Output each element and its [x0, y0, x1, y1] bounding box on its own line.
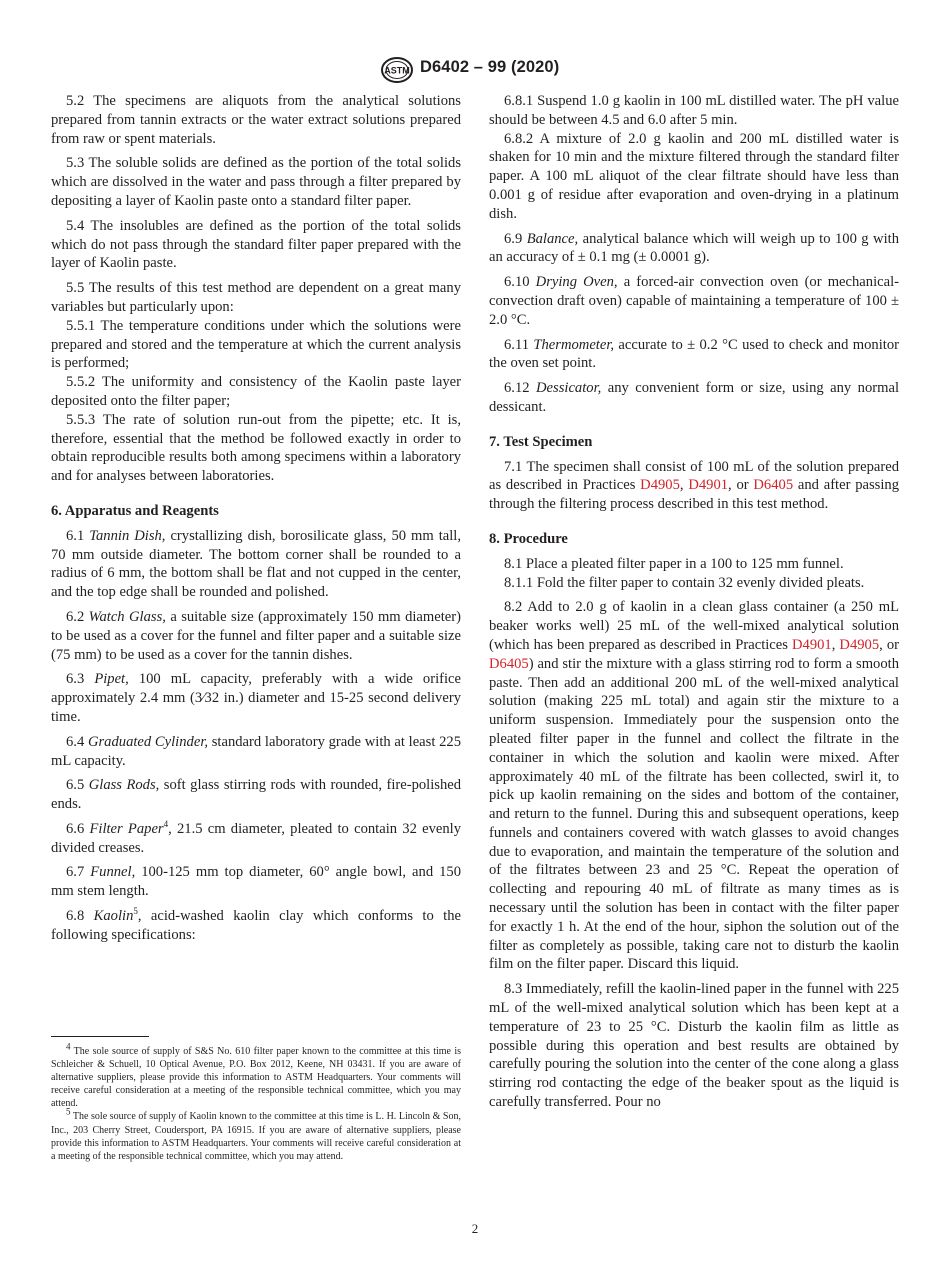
para-6-3: 6.3 Pipet, 100 mL capacity, preferably with a wide orifice approximately 2.4 mm (3⁄32 in.) diameter and 15-25 second delivery time.: [51, 671, 462, 725]
para-6-5: 6.5 Glass Rods, soft glass stirring rods with rounded, fire-polished ends.: [51, 777, 462, 813]
para-5-5: 5.5 The results of this test method are dependent on a great many variables but particularly upon:: [51, 280, 461, 315]
link-d4905[interactable]: D4905: [839, 636, 880, 653]
page-number: 2: [471, 1221, 479, 1236]
para-8-2: 8.2 Add to 2.0 g of kaolin in a clean glass container (a 250 mL beaker works well) 25 mL of the well-mixed analytical solution (which has been prepared as described in Practices D4901, D4905, or D6405) and stir the mixture with a glass stirring rod to form a smooth paste. Then add an additional 200 mL of the well-mixed analytical solution (making 225 mL total) and again stir the mixture to a uniform suspension. Immediately pour the suspension onto the pleated filter paper in the funnel and collect the filtrate in the container in which the solution and kaolin were mixed. After approximately 40 mL of the filtrate has been collected, swirl it, to pick up kaolin remaining on the sides and bottom of the container, and return to the funnel. During this and subsequent operations, keep funnels and containers covered with watch glasses to avoid changes due to evaporation, and maintain the temperature of the solution and of the filtrates between 23 and 25 °C. Repeat the operation of collecting and repouring 40 mL of filtrate as many times as is necessary until the solution has been in contact with the filter paper for exactly 1 h. At the end of the hour, siphon the solution out of the filter as completely as possible, taking care not to disturb the kaolin film on the filter paper. Discard this liquid.: [489, 599, 899, 973]
link-d4901[interactable]: D4901: [791, 636, 832, 653]
footnotes: [51, 1041, 461, 1163]
para-8-1: 8.1 Place a pleated filter paper in a 100 to 125 mm funnel.: [504, 555, 844, 572]
footnote-5: $^5$ The sole source of supply of Kaolin known to the committee at this time is L. H. Lincoln & Son, Inc., 203 Cherry Street, Coudersport, PA 16915. If you are aware of alternative suppliers, please provide this information to ASTM Headquarters. Your comments will receive careful consideration at a meeting of the responsible technical committee, which you may attend.: [51, 1107, 461, 1162]
link-d4905[interactable]: D4905: [640, 477, 680, 494]
footnote-ref-4[interactable]: 4: [163, 819, 169, 830]
para-5-4: 5.4 The insolubles are defined as the portion of the total solids which do not pass through the standard filter paper prepared with the layer of Kaolin paste.: [51, 217, 461, 272]
para-6-7: 6.7 Funnel, 100-125 mm top diameter, 60° angle bowl, and 150 mm stem length.: [51, 864, 462, 900]
page-header: [0, 56, 950, 84]
para-8-3: 8.3 Immediately, refill the kaolin-lined paper in the funnel with 225 mL of the well-mixed analytical solution which has been kept at a temperature of 23 to 25 °C. Disturb the kaolin film as little as possible during this operation and best results are obtained by carefully pouring the solution into the center of the cone along a glass stirring rod contacting the edge of the beaker spout as the liquid is carefully transferred. Pour no: [489, 981, 899, 1111]
logo-text: ASTM: [384, 65, 410, 76]
para-5-2: 5.2 The specimens are aliquots from the analytical solutions prepared from tannin extracts or the water extract solutions prepared from raw or spent materials.: [51, 93, 461, 147]
para-5-3: 5.3 The soluble solids are defined as the portion of the total solids which are dissolved in the water and pass through a filter prepared by depositing a layer of Kaolin paste onto a standard filter paper.: [51, 155, 461, 209]
link-d6405[interactable]: D6405: [489, 655, 529, 672]
para-7-1: 7.1 The specimen shall consist of 100 mL of the solution prepared as described in Practices D4905, D4901, or D6405 and after passing through the filtering process described in this test method.: [489, 458, 899, 513]
document-designation: D6402 – 99 (2020): [420, 58, 560, 76]
para-6-2: 6.2 Watch Glass, a suitable size (approximately 150 mm diameter) to be used as a cover for the funnel and filter paper and a suitable size (75 mm) to be used as a cover for the tannin dishes.: [51, 608, 461, 663]
para-6-8: 6.8 Kaolin$^5$, acid-washed kaolin clay which conforms to the following specifications:: [51, 906, 461, 943]
para-6-12: 6.12 Dessicator, any convenient form or size, using any normal dessicant.: [489, 380, 900, 415]
astm-logo-icon: [380, 56, 414, 84]
para-8-1-1: 8.1.1 Fold the filter paper to contain 32 evenly divided pleats.: [504, 574, 865, 591]
para-6-10: 6.10 Drying Oven, a forced-air convection oven (or mechanical-convection draft oven) capable of maintaining a temperature of 100 ± 2.0 °C.: [489, 274, 900, 328]
para-6-4: 6.4 Graduated Cylinder, standard laboratory grade with at least 225 mL capacity.: [51, 733, 461, 769]
para-6-9: 6.9 Balance, analytical balance which will weigh up to 100 g with an accuracy of ± 0.1 mg (± 0.0001 g).: [489, 230, 899, 266]
section-heading-6: 6. Apparatus and Reagents: [51, 502, 219, 519]
link-d6405[interactable]: D6405: [753, 477, 794, 494]
para-5-5-2: 5.5.2 The uniformity and consistency of the Kaolin paste layer deposited onto the filter paper;: [51, 374, 461, 409]
para-6-6: 6.6 Filter Paper$^4$, 21.5 cm diameter, pleated to contain 32 evenly divided creases.: [51, 819, 461, 856]
para-6-11: 6.11 Thermometer, accurate to ± 0.2 °C used to check and monitor the oven set point.: [489, 336, 899, 372]
right-column: [489, 92, 899, 1112]
para-6-1: 6.1 Tannin Dish, crystallizing dish, borosilicate glass, 50 mm tall, 70 mm outside diameter. The bottom corner shall be rounded to a radius of 6 mm, the bottom shall be flat and not cupped in the center, and the top edge shall be rounded and polished.: [51, 527, 462, 601]
footnote-ref-5[interactable]: 5: [133, 906, 138, 917]
para-5-5-1: 5.5.1 The temperature conditions under which the solutions were prepared and stored and the temperature at which the current analysis is performed;: [51, 317, 461, 372]
footnote-4: $^4$ The sole source of supply of S&S No. 610 filter paper known to the committee at this time is Schleicher & Schuell, 10 Optical Avenue, P.O. Box 2012, Keene, NH 03431. If you are aware of alternative suppliers, please provide this information to ASTM Headquarters. Your comments will receive careful consideration at a meeting of the responsible technical committee, which you may attend.: [51, 1041, 461, 1110]
para-6-8-2: 6.8.2 A mixture of 2.0 g kaolin and 200 mL distilled water is shaken for 10 min and the mixture filtered through the standard filter paper. A 100 mL aliquot of the clear filtrate should have less than 0.001 g of residue after evaporation and oven-drying in a platinum dish.: [489, 130, 899, 222]
left-column: [51, 92, 461, 945]
section-heading-8: 8. Procedure: [489, 530, 568, 547]
section-heading-7: 7. Test Specimen: [489, 433, 593, 450]
para-5-5-3: 5.5.3 The rate of solution run-out from the pipette; etc. It is, therefore, essential that the method be followed exactly in order to obtain reproducible results both among specimens within a laboratory and for analyses between laboratories.: [51, 411, 461, 485]
footnote-divider: [51, 1036, 149, 1037]
para-6-8-1: 6.8.1 Suspend 1.0 g kaolin in 100 mL distilled water. The pH value should be between 4.5 and 6.0 after 5 min.: [489, 93, 899, 128]
link-d4901[interactable]: D4901: [688, 477, 729, 494]
